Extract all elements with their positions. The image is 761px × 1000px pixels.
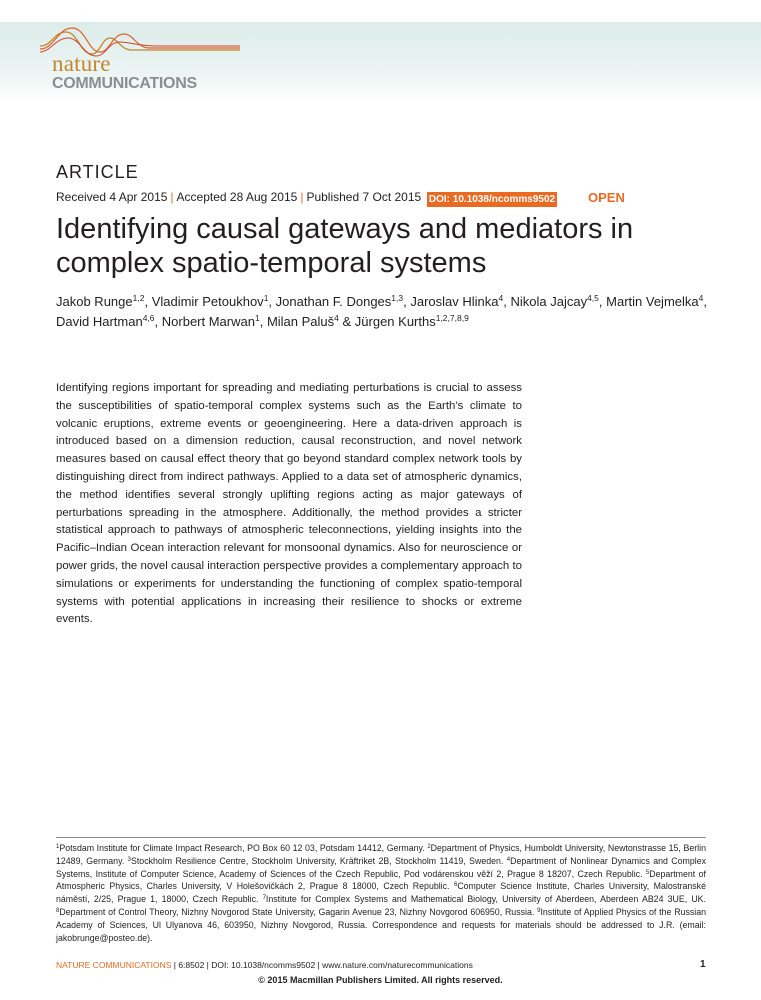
date-separator: | [170, 190, 174, 204]
published-date: Published 7 Oct 2015 [306, 190, 422, 204]
affiliation-number: 7 [262, 895, 266, 902]
affiliation-text: Department of Nonlinear Dynamics and Complex Systems, Institute of Computer Science, Academy of Sciences of the Czech Republic, Pod vodárenskou věží 2, Prague 8 18207, Czech Republic. [56, 855, 706, 879]
author-name: Vladimir Petoukhov [151, 294, 264, 309]
author-name: Jakob Runge [56, 294, 133, 309]
author-affiliation-marker: 4 [498, 293, 504, 303]
footer-journal-name: NATURE COMMUNICATIONS [56, 960, 172, 970]
affiliations [56, 842, 706, 944]
author-name: Jonathan F. Donges [275, 294, 392, 309]
logo-nature-text: nature [52, 51, 111, 76]
affiliation-text: Institute of Applied Physics of the Russian Academy of Sciences, Ul Ulyanova 46, 603950, Nizhny Novgorod, Russia. Correspondence and requests for materials should be addressed to J.R. (email: jakobrunge@posteo.de). [56, 906, 707, 943]
affiliation-number: 6 [453, 882, 458, 889]
author-list: Jakob Runge$^{1,2}$, Vladimir Petoukhov$^1$, Jonathan F. Donges$^{1,3}$, Jaroslav Hlinka$^4$, Nikola Jajcay$^{4,5}$, Martin Vejmelka$^4$, David Hartman$^{4,6}$, Norbert Marwan$^1$, Milan Paluš$^4$ & Jürgen Kurths$^{1,2,7,8,9}$ [56, 293, 707, 329]
received-date: Received 4 Apr 2015 [56, 190, 168, 204]
logo-communications-text: COMMUNICATIONS [52, 75, 197, 92]
author-affiliation-marker: 1,3 [391, 293, 404, 303]
author-affiliation-marker: 4,5 [587, 293, 599, 303]
page-footer [56, 960, 473, 970]
footnote-divider [56, 837, 706, 838]
affiliation-number: 3 [127, 856, 131, 863]
affiliation-text: Potsdam Institute for Climate Impact Research, PO Box 60 12 03, Potsdam 14412, Germany. [59, 843, 428, 853]
author-name: Milan Paluš [266, 314, 335, 329]
affiliation-text: Stockholm Resilience Centre, Stockholm University, Kräftriket 2B, Stockholm 11419, Sweden. [131, 855, 507, 866]
author-affiliation-marker: 4 [334, 313, 339, 323]
affiliation-number: 2 [427, 844, 431, 850]
article-type-label: ARTICLE [56, 162, 139, 182]
date-separator: | [300, 190, 304, 204]
abstract: Identifying regions important for spreading and mediating perturbations is crucial to assess the susceptibilities of spatio-temporal complex systems such as the Earth’s climate to volcanic eruptions, extreme events or geoengineering. Here a data-driven approach is introduced based on a dimension reduction, causal reconstruction, and novel network measures based on causal effect theory that go beyond standard complex network tools by distinguishing direct from indirect pathways. Applied to a data set of atmospheric dynamics, the method identifies several strongly uplifting regions acting as major gateways of perturbations spreading in the atmosphere. Additionally, the method provides a stricter statistical approach to pathways of atmospheric teleconnections, yielding insights into the Pacific–Indian Ocean interaction relevant for monsoonal dynamics. Also for neuroscience or power grids, the novel causal interaction perspective provides a complementary approach to simulations or experiments for understanding the functioning of complex spatio-temporal systems with potential applications in increasing their resilience to shocks or extreme events. [56, 382, 522, 626]
author-name: Norbert Marwan [161, 314, 255, 329]
page-number: 1 [700, 959, 706, 970]
open-access-label: OPEN [588, 190, 625, 205]
author-affiliation-marker: 1 [254, 313, 260, 323]
affiliation-text: Department of Atmospheric Physics, Charles University, V Holešovičkách 2, Prague 8 18000, Czech Republic. [56, 868, 706, 892]
author-affiliation-marker: 1 [263, 293, 269, 303]
affiliation-number: 5 [645, 869, 650, 876]
affiliation-number: 9 [537, 907, 541, 914]
doi-badge[interactable]: DOI: 10.1038/ncomms9502 [428, 194, 556, 205]
publication-dates [56, 190, 421, 204]
author-name: Jaroslav Hlinka [410, 294, 499, 309]
author-name: Jürgen Kurths [354, 314, 436, 329]
affiliation-text: Department of Physics, Humboldt University, Newtonstrasse 15, Berlin 12489, Germany. [56, 843, 706, 866]
affiliation-number: 8 [56, 907, 60, 914]
copyright-notice: © 2015 Macmillan Publishers Limited. All rights reserved. [258, 975, 503, 985]
affiliation-text: Department of Control Theory, Nizhny Novgorod State University, Gagarin Avenue 23, Nizhny Novgorod 606950, Russia. [59, 906, 538, 917]
accepted-date: Accepted 28 Aug 2015 [176, 190, 298, 204]
author-affiliation-marker: 1,2 [132, 293, 145, 303]
author-affiliation-marker: 1,2,7,8,9 [435, 313, 469, 323]
affiliation-text: Computer Science Institute, Charles University, Malostranské náměstí, 2/25, Prague 1, 18000, Czech Republic. [56, 881, 706, 905]
author-name: Martin Vejmelka [606, 294, 699, 309]
author-affiliation-marker: 4,6 [142, 313, 155, 323]
footer-citation: | 6:8502 | DOI: 10.1038/ncomms9502 | www.nature.com/naturecommunications [171, 960, 473, 970]
author-affiliation-marker: 4 [698, 293, 704, 303]
article-title: Identifying causal gateways and mediators in complex spatio-temporal systems [56, 213, 634, 279]
author-name: Nikola Jajcay [510, 294, 588, 309]
affiliation-text: Institute for Complex Systems and Mathematical Biology, University of Aberdeen, Aberdeen AB24 3UE, UK. [265, 894, 706, 905]
affiliation-number: 4 [506, 856, 511, 863]
affiliation-number: 1 [56, 844, 60, 850]
author-name: David Hartman [56, 314, 143, 329]
